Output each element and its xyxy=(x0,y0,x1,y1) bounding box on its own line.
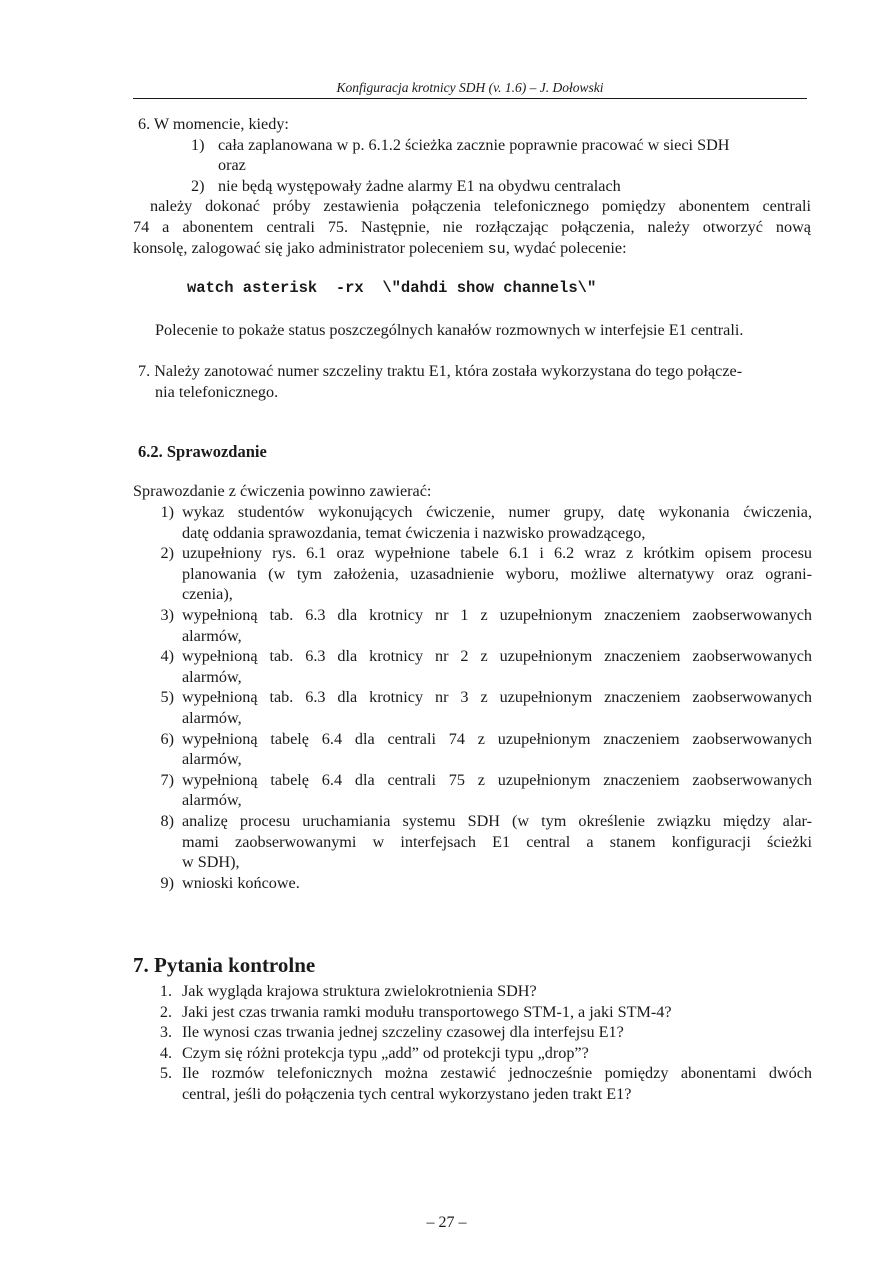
list-item-number: 2. xyxy=(159,1002,172,1021)
report-intro: Sprawozdanie z ćwiczenia powinno zawierać: xyxy=(133,482,432,500)
report-list xyxy=(160,502,812,893)
list-item xyxy=(160,646,812,687)
list-item-line: wypełnioną tab. 6.3 dla krotnicy nr 2 z uzupełnionym znaczeniem zaobserwowanych xyxy=(182,647,812,666)
status-note: Polecenie to pokaże status poszczególnych kanałów rozmownych w interfejsie E1 centrali. xyxy=(155,321,744,339)
list-item-line: wnioski końcowe. xyxy=(182,873,300,892)
list-item-line: alarmów, xyxy=(182,667,242,686)
list-item xyxy=(160,811,812,873)
list-item-line: alarmów, xyxy=(182,626,242,645)
step6-intro: 6. W momencie, kiedy: xyxy=(138,115,289,133)
report-heading: 6.2. Sprawozdanie xyxy=(138,442,267,461)
list-item xyxy=(159,1022,812,1043)
list-item xyxy=(159,1002,812,1023)
step6-cond1-num: 1) xyxy=(191,136,205,154)
questions-heading: 7. Pytania kontrolne xyxy=(133,953,316,977)
list-item xyxy=(160,543,812,605)
list-item-line: Ile wynosi czas trwania jednej szczeliny czasowej dla interfejsu E1? xyxy=(182,1023,624,1042)
list-item-line: datę oddania sprawozdania, temat ćwiczenia i nazwisko prowadzącego, xyxy=(182,523,646,542)
list-item-number: 9) xyxy=(160,873,174,892)
step6-para-line3 xyxy=(133,238,627,260)
list-item xyxy=(160,687,812,728)
list-item-line: wypełnioną tabelę 6.4 dla centrali 74 z uzupełnionym znaczeniem zaobserwowanych xyxy=(182,729,812,748)
list-item-number: 8) xyxy=(160,811,174,830)
para-line3-pre: konsolę, zalogować się jako administrator poleceniem xyxy=(133,239,488,257)
list-item-line: wypełnioną tab. 6.3 dla krotnicy nr 1 z uzupełnionym znaczeniem zaobserwowanych xyxy=(182,605,812,624)
list-item-number: 5) xyxy=(160,688,174,707)
list-item-line: alarmów, xyxy=(182,708,242,727)
list-item-line: planowania (w tym założenia, uzasadnienie wyboru, możliwe alternatywy oraz ograni- xyxy=(182,564,812,583)
list-item-line: wypełnioną tabelę 6.4 dla centrali 75 z uzupełnionym znaczeniem zaobserwowanych xyxy=(182,770,812,789)
list-item-number: 5. xyxy=(159,1064,172,1083)
list-item-line: Jak wygląda krajowa struktura zwielokrotnienia SDH? xyxy=(182,982,537,1000)
list-item-line: w SDH), xyxy=(182,853,240,872)
list-item xyxy=(160,502,812,543)
list-item xyxy=(160,729,812,770)
step6-para-line2: 74 a abonentem centrali 75. Następnie, nie rozłączając połączenia, należy otworzyć nową xyxy=(133,218,811,236)
list-item-line: mami zaobserwowanymi w interfejsach E1 central a stanem konfiguracji ścieżki xyxy=(182,832,812,851)
list-item-line: Ile rozmów telefonicznych można zestawić jednocześnie pomiędzy abonentami dwóch xyxy=(182,1064,812,1083)
list-item-line: central, jeśli do połączenia tych central wykorzystano jeden trakt E1? xyxy=(182,1084,632,1103)
step6-para-line1: należy dokonać próby zestawienia połączenia telefonicznego pomiędzy abonentem centrali xyxy=(150,197,811,215)
list-item-line: wykaz studentów wykonujących ćwiczenie, numer grupy, datę wykonania ćwiczenia, xyxy=(182,503,812,521)
list-item-line: Czym się różni protekcja typu „add” od protekcji typu „drop”? xyxy=(182,1043,589,1062)
step6-cond2-num: 2) xyxy=(191,177,205,195)
list-item-line: czenia), xyxy=(182,585,233,604)
step7-line2: nia telefonicznego. xyxy=(155,383,279,401)
para-line3-post: , wydać polecenie: xyxy=(505,239,627,257)
list-item xyxy=(160,873,812,894)
running-header: Konfiguracja krotnicy SDH (v. 1.6) – J. Dołowski xyxy=(133,80,807,99)
list-item-number: 2) xyxy=(160,544,174,563)
list-item-line: alarmów, xyxy=(182,750,242,769)
step6-cond2-text: nie będą występowały żadne alarmy E1 na obydwu centralach xyxy=(218,177,621,195)
list-item xyxy=(159,1063,812,1104)
watch-command: watch asterisk -rx \"dahdi show channels\" xyxy=(187,279,597,297)
step7-line1: 7. Należy zanotować numer szczeliny traktu E1, która została wykorzystana do tego połącze- xyxy=(138,362,743,380)
list-item-number: 4. xyxy=(159,1043,172,1062)
list-item-number: 1. xyxy=(159,982,172,1000)
page-number: – 27 – xyxy=(426,1214,467,1231)
list-item xyxy=(159,981,812,1002)
list-item-line: wypełnioną tab. 6.3 dla krotnicy nr 3 z uzupełnionym znaczeniem zaobserwowanych xyxy=(182,688,812,707)
su-command: su xyxy=(487,241,506,258)
list-item-number: 4) xyxy=(160,647,174,666)
list-item xyxy=(160,770,812,811)
list-item-number: 6) xyxy=(160,729,174,748)
list-item-number: 7) xyxy=(160,770,174,789)
questions-list xyxy=(159,981,812,1105)
list-item-line: analizę procesu uruchamiania systemu SDH (w tym określenie związku między alar- xyxy=(182,811,812,830)
list-item-number: 3) xyxy=(160,605,174,624)
list-item-line: alarmów, xyxy=(182,791,242,810)
step6-cond1-line2: oraz xyxy=(218,156,246,174)
list-item-number: 1) xyxy=(160,503,174,521)
step6-cond1-line1: cała zaplanowana w p. 6.1.2 ścieżka zacznie poprawnie pracować w sieci SDH xyxy=(218,136,730,154)
list-item-number: 3. xyxy=(159,1023,172,1042)
list-item xyxy=(160,605,812,646)
list-item-line: Jaki jest czas trwania ramki modułu transportowego STM-1, a jaki STM-4? xyxy=(182,1002,672,1021)
list-item xyxy=(159,1043,812,1064)
list-item-line: uzupełniony rys. 6.1 oraz wypełnione tabele 6.1 i 6.2 wraz z krótkim opisem procesu xyxy=(182,544,812,563)
